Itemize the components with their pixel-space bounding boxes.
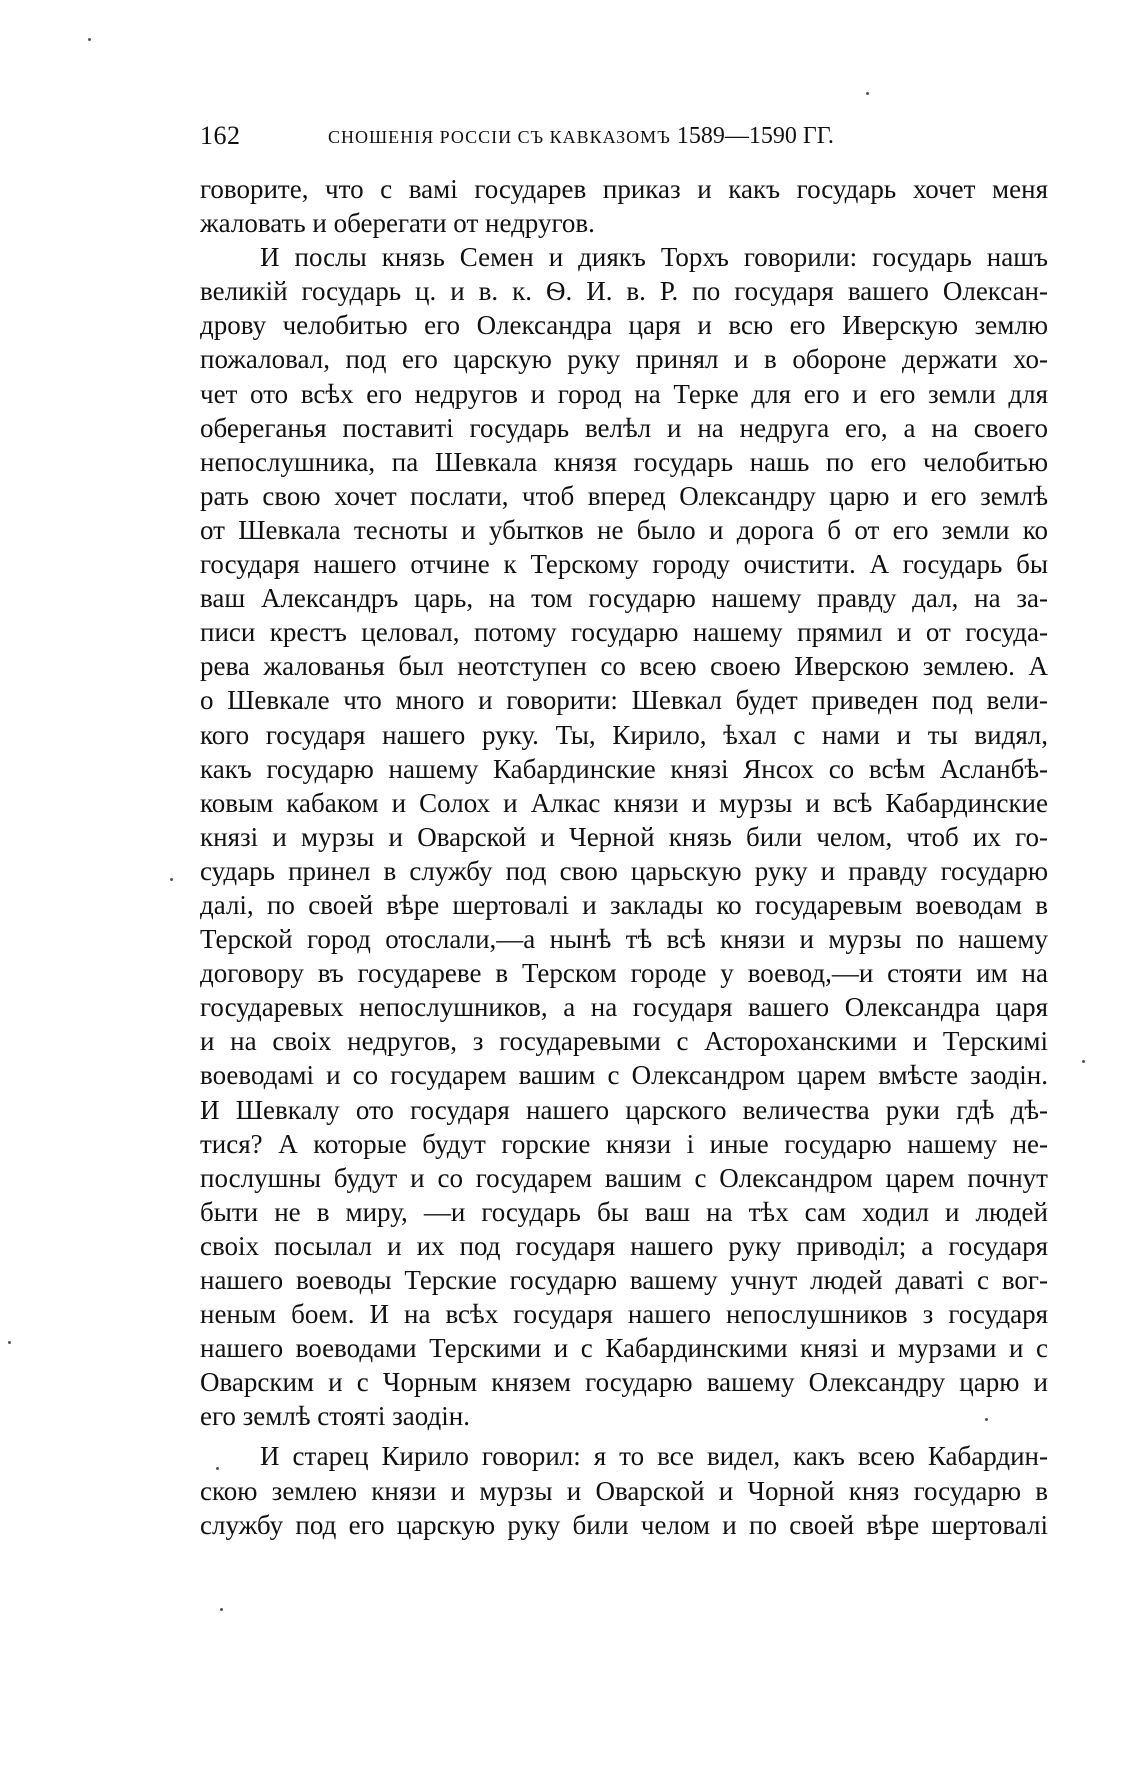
body-text bbox=[200, 172, 1048, 1542]
text-line: тися? А которые будут горские князи і иные государю нашему не- bbox=[200, 1128, 1048, 1159]
text-line: ковым кабаком и Солох и Алкас князи и мурзы и всѣ Кабардинские bbox=[200, 787, 1048, 818]
text-line: обереганья поставиті государь велѣл и на недруга его, а на своего bbox=[200, 412, 1048, 443]
text-line: князі и мурзы и Оварской и Черной князь били челом, чтоб их го- bbox=[200, 821, 1048, 852]
text-line: нашего воеводами Терскими и с Кабардинскими князі и мурзами и с bbox=[200, 1333, 1048, 1364]
text-line: великій государь ц. и в. к. Ѳ. И. в. Р. по государя вашего Олексан- bbox=[200, 276, 1048, 307]
text-line: рева жалованья был неотступен со всею своею Иверскою землею. А bbox=[200, 651, 1048, 682]
text-line: какъ государю нашему Кабардинские князі Янсох со всѣм Асланбѣ- bbox=[200, 753, 1048, 784]
text-line: послушны будут и со государем вашим с Олександром царем почнут bbox=[200, 1162, 1048, 1193]
text-line: Терской город отослали,—а нынѣ тѣ всѣ князи и мурзы по нашему bbox=[200, 924, 1048, 955]
text-line: непослушника, па Шевкала князя государь нашь по его челобитью bbox=[200, 446, 1048, 477]
text-line: И Шевкалу ото государя нашего царского величества руки гдѣ дѣ- bbox=[200, 1094, 1048, 1125]
text-line: государевых непослушников, а на государя вашего Олександра царя bbox=[200, 992, 1048, 1023]
text-line: далі, по своей вѣре шертовалі и заклады ко государевым воеводам в bbox=[200, 889, 1048, 920]
running-title bbox=[328, 118, 834, 155]
text-line: воеводамі и со государем вашим с Олександром царем вмѣсте заодін. bbox=[200, 1060, 1048, 1091]
text-line: рать свою хочет послати, чтоб вперед Олександру царю и его землѣ bbox=[200, 480, 1048, 511]
page-header bbox=[200, 118, 1048, 154]
scan-speck bbox=[866, 92, 869, 95]
scan-speck bbox=[8, 1341, 11, 1344]
scan-speck bbox=[216, 1467, 219, 1470]
text-line: Оварским и с Чорным князем государю вашему Олександру царю и bbox=[200, 1367, 1048, 1398]
paragraph-envoys-speech bbox=[200, 240, 1048, 1433]
text-line: ваш Александръ царь, на том государю нашему правду дал, на за- bbox=[200, 583, 1048, 614]
text-line: неным боем. И на всѣх государя нашего непослушников з государя bbox=[200, 1299, 1048, 1330]
text-line: чет ото всѣх его недругов и город на Терке для его и его земли для bbox=[200, 378, 1048, 409]
text-line: службу под его царскую руку били челом и по своей вѣре шертовалі bbox=[200, 1509, 1048, 1540]
paragraph-kirilo-speech bbox=[200, 1439, 1048, 1541]
text-line: скою землею князи и мурзы и Оварской и Чорной княз государю в bbox=[200, 1475, 1048, 1506]
running-title-suffix: ГГ. bbox=[802, 123, 834, 149]
text-line: о Шевкале что много и говорити: Шевкал будет приведен под вели- bbox=[200, 685, 1048, 716]
scan-speck bbox=[1082, 1060, 1085, 1063]
text-line: И послы князь Семен и диякъ Торхъ говорили: государь нашъ bbox=[260, 242, 1048, 273]
text-line: говорите, что с вамі государев приказ и какъ государь хочет меня bbox=[200, 174, 1048, 204]
running-title-caps: СНОШЕНІЯ РОССІИ СЪ КАВКАЗОМЪ bbox=[328, 127, 671, 147]
page-number: 162 bbox=[200, 121, 241, 150]
text-line: сударь принел в службу под свою царьскую руку и правду государю bbox=[200, 855, 1048, 886]
scan-speck bbox=[220, 1608, 223, 1611]
scan-speck bbox=[985, 1418, 988, 1421]
scan-speck bbox=[170, 878, 173, 881]
text-line: И старец Кирило говорил: я то все видел, какъ всею Кабардин- bbox=[260, 1441, 1048, 1472]
text-line: быти не в миру, —и государь бы ваш на тѣх сам ходил и людей bbox=[200, 1196, 1048, 1227]
text-line: жаловать и оберегати от недругов. bbox=[200, 208, 595, 239]
scan-speck bbox=[88, 38, 91, 41]
text-line: пожаловал, под его царскую руку принял и в обороне держати хо- bbox=[200, 344, 1048, 375]
paragraph-continuation bbox=[200, 172, 1048, 240]
text-line: своіх посылал и их под государя нашего руку приводіл; а государя bbox=[200, 1230, 1048, 1261]
text-line: государя нашего отчине к Терскому городу очистити. А государь бы bbox=[200, 549, 1048, 580]
text-line: от Шевкала тесноты и убытков не было и дорога б от его земли ко bbox=[200, 514, 1048, 545]
text-line: дрову челобитью его Олександра царя и всю его Иверскую землю bbox=[200, 310, 1048, 341]
text-line: нашего воеводы Терские государю вашему учнут людей даваті с вог- bbox=[200, 1265, 1048, 1295]
text-line: и на своіх недругов, з государевыми с Астороханскими и Терскимі bbox=[200, 1026, 1048, 1057]
text-line: его землѣ стояті заодін. bbox=[200, 1401, 470, 1432]
text-line: договору въ государеве в Терском городе у воевод,—и стояти им на bbox=[200, 958, 1048, 989]
text-line: писи крестъ целовал, потому государю нашему прямил и от госуда- bbox=[200, 617, 1048, 648]
text-line: кого государя нашего руку. Ты, Кирило, ѣхал с нами и ты видял, bbox=[200, 719, 1048, 750]
running-title-years: 1589—1590 bbox=[676, 123, 797, 149]
